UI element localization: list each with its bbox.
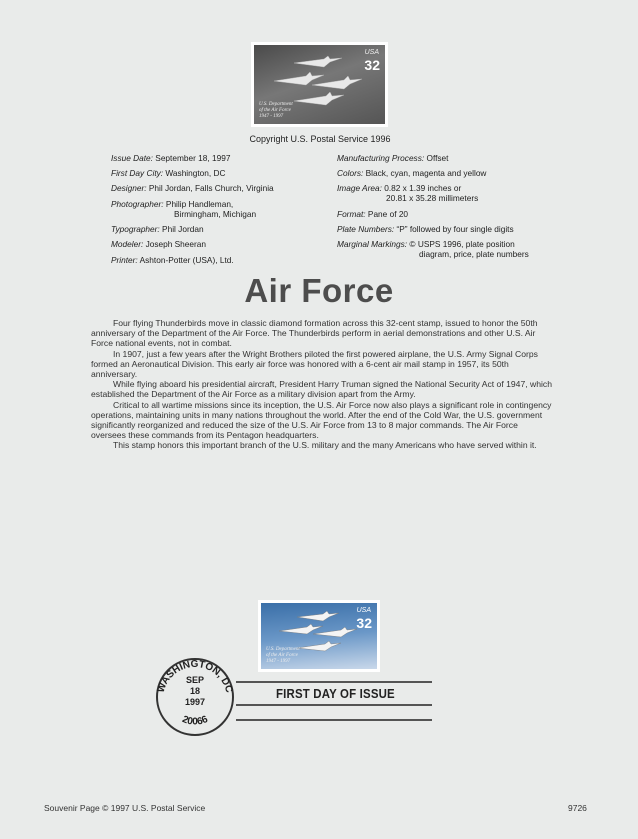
postmark-zip: 20066 [180,713,210,728]
footer-copyright: Souvenir Page © 1997 U.S. Postal Service [44,803,206,813]
paragraph: This stamp honors this important branch of the U.S. military and the many Americans who have served within it. [113,440,537,451]
paragraph: While flying aboard his presidential aircraft, President Harry Truman signed the National Security Act of 1947, which established the Department of the Air Force as a military division apart from the Army. [91,379,552,400]
page-number: 9726 [568,803,587,813]
spec-plate-numbers: Plate Numbers: “P” followed by four single digits [337,224,514,234]
spec-colors: Colors: Black, cyan, magenta and yellow [337,168,487,178]
stamp-caption: U.S. Department of the Air Force 1947 - 1997 [259,102,293,119]
postmark-date: SEP 18 1997 [184,675,206,707]
spec-image-area-mm: 20.81 x 35.28 millimeters [386,193,479,203]
spec-marginal-markings-cont: diagram, price, plate numbers [419,249,529,259]
spec-photographer: Photographer: Philip Handleman, [111,199,234,209]
spec-first-day-city: First Day City: Washington, DC [111,168,226,178]
spec-designer: Designer: Phil Jordan, Falls Church, Virginia [111,183,274,193]
spec-marginal-markings: Marginal Markings: © USPS 1996, plate position [337,239,515,249]
specs-left [111,153,331,273]
paragraph: Four flying Thunderbirds move in classic diamond formation across this 32-cent stamp, issued to honor the 50th anniversary of the Department of the Air Force. The Thunderbirds perform in aerial demonstrations and other U.S. Air Force national events, not in combat. [91,318,538,349]
specs-right [337,153,567,273]
stamp-country: USA [356,607,371,614]
first-day-of-issue-label: FIRST DAY OF ISSUE [276,686,395,701]
paragraph: Critical to all wartime missions since its inception, the U.S. Air Force now also plays a significant role in contingency operations, maintaining units in many nations throughout the world. After the end of the Cold War, the U.S. government significantly reorganized and reduced the size of the U.S. Air Force from 13 to 8 major commands. The Air Force oversees these commands from its Pentagon headquarters. [91,399,552,441]
spec-modeler: Modeler: Joseph Sheeran [111,239,207,249]
copyright-notice: Copyright U.S. Postal Service 1996 [249,134,391,144]
spec-issue-date: Issue Date: September 18, 1997 [111,153,231,163]
page-title: Air Force [244,272,394,309]
spec-format: Format: Pane of 20 [337,209,409,219]
postmark-city: WASHINGTON, DC [155,658,235,695]
stamp-caption: U.S. Department of the Air Force 1947 - 1997 [266,647,300,664]
spec-printer: Printer: Ashton-Potter (USA), Ltd. [111,255,234,265]
paragraph: In 1907, just a few years after the Wright Brothers piloted the first powered airplane, the U.S. Army Signal Corps formed an Aeronautical Division. This early air force was honored with a 6-cent air mail stamp in 1957, its 50th anniversary. [91,348,538,380]
spec-image-area: Image Area: 0.82 x 1.39 inches or [337,183,462,193]
svg-text:20066 [180,714,210,728]
stamp-country: USA [364,49,379,56]
spec-photographer-location: Birmingham, Michigan [174,209,257,219]
stamp-denomination: 32 [356,615,372,631]
stamp-denomination: 32 [364,57,380,73]
spec-manufacturing-process: Manufacturing Process: Offset [337,153,449,163]
stamp-image-bottom [258,600,380,672]
stamp-image-top [251,42,388,127]
body-text [91,318,554,451]
spec-typographer: Typographer: Phil Jordan [111,224,204,234]
